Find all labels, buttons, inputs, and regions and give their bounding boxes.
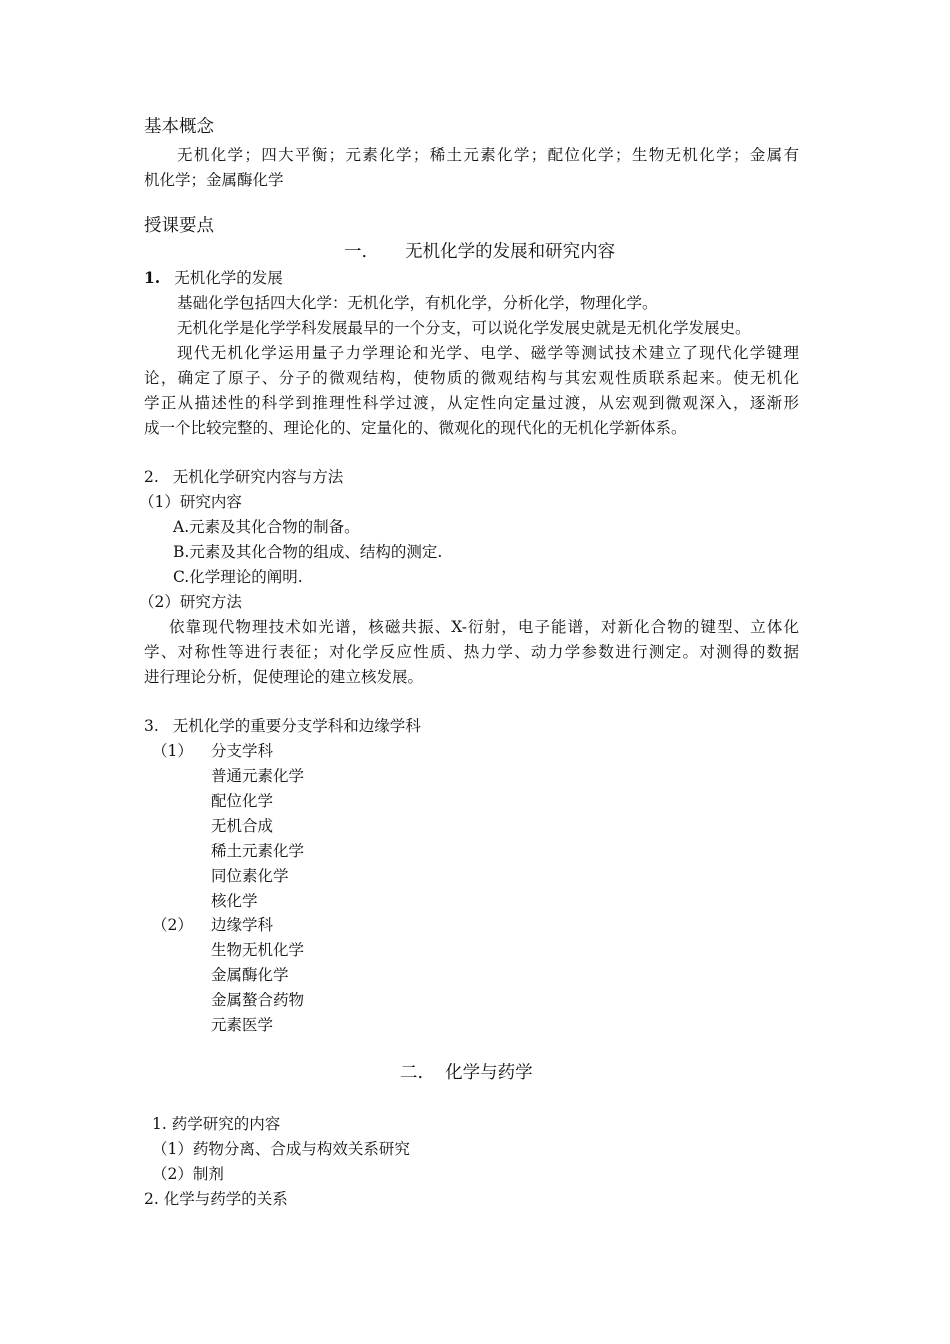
branch-list-item: 核化学 — [211, 892, 258, 910]
item-3-title: 无机化学的重要分支学科和边缘学科 — [172, 717, 421, 735]
item-1-paragraph-3-line-2: 论，确定了原子、分子的微观结构，使物质的微观结构与其宏观性质联系起来。使无机化 — [144, 369, 799, 387]
item-1-paragraph-3-line-4: 成一个比较完整的、理论化的、定量化的、微观化的现代化的无机化学新体系。 — [144, 419, 687, 437]
item-2-sub-1-label: （1）研究内容 — [139, 493, 242, 511]
section-2-number: 二. — [400, 1063, 424, 1083]
section-2-item-1-sub-1: （1）药物分离、合成与构效关系研究 — [152, 1140, 410, 1158]
item-1-paragraph-3-line-3: 学正从描述性的科学到推理性科学过渡，从定性向定量过渡，从宏观到微观深入，逐渐形 — [144, 394, 799, 412]
section-1-title: 无机化学的发展和研究内容 — [405, 242, 616, 262]
item-2-sub-2-line-3: 进行理论分析，促使理论的建立核发展。 — [144, 668, 424, 686]
item-2-sub-1-c: C.化学理论的阐明. — [173, 568, 303, 586]
section-2-title: 化学与药学 — [445, 1063, 533, 1083]
section-2-item-1: 1. 药学研究的内容 — [152, 1115, 281, 1133]
branch-label: 分支学科 — [211, 742, 274, 760]
edge-list-item: 金属螯合药物 — [211, 991, 305, 1009]
item-2-sub-2-line-1: 依靠现代物理技术如光谱，核磁共振、X-衍射，电子能谱，对新化合物的键型、立体化 — [169, 618, 799, 636]
section-2-item-1-sub-2: （2）制剂 — [152, 1165, 224, 1183]
item-2-sub-1-a: A.元素及其化合物的制备。 — [173, 518, 360, 536]
item-2-title: 无机化学研究内容与方法 — [172, 468, 344, 486]
branch-number: （1） — [152, 742, 193, 760]
item-2-number: 2. — [144, 468, 159, 486]
edge-list-item: 生物无机化学 — [211, 941, 305, 959]
item-2-sub-1-b: B.元素及其化合物的组成、结构的测定. — [173, 543, 443, 561]
item-3-number: 3. — [144, 717, 159, 735]
edge-number: （2） — [152, 916, 193, 934]
item-1-heading — [144, 268, 283, 288]
branch-list-item: 无机合成 — [211, 817, 274, 835]
item-2-sub-2-label: （2）研究方法 — [139, 593, 242, 611]
item-1-paragraph-2: 无机化学是化学学科发展最早的一个分支，可以说化学发展史就是无机化学发展史。 — [177, 319, 751, 337]
item-2-heading — [144, 467, 343, 487]
section-2-item-2: 2. 化学与药学的关系 — [144, 1190, 288, 1208]
branch-list-item: 普通元素化学 — [211, 767, 305, 785]
teaching-points-heading: 授课要点 — [144, 216, 214, 236]
item-1-paragraph-1: 基础化学包括四大化学：无机化学，有机化学，分析化学，物理化学。 — [177, 294, 658, 312]
section-1-number: 一. — [344, 242, 368, 262]
item-2-sub-2-line-2: 学、对称性等进行表征；对化学反应性质、热力学、动力学参数进行测定。对测得的数据 — [144, 643, 799, 661]
item-1-number: 1. — [144, 268, 161, 287]
item-1-title: 无机化学的发展 — [174, 269, 283, 287]
basic-concepts-line-1: 无机化学；四大平衡；元素化学；稀土元素化学；配位化学；生物无机化学；金属有 — [177, 146, 799, 164]
item-3-heading — [144, 716, 421, 736]
branch-list-item: 配位化学 — [211, 792, 274, 810]
edge-label: 边缘学科 — [211, 916, 274, 934]
basic-concepts-line-2: 机化学；金属酶化学 — [144, 171, 284, 189]
basic-concepts-heading: 基本概念 — [144, 117, 214, 137]
edge-list-item: 金属酶化学 — [211, 966, 289, 984]
section-1-heading — [344, 242, 615, 262]
branch-list-item: 稀土元素化学 — [211, 842, 305, 860]
branch-list-item: 同位素化学 — [211, 867, 289, 885]
edge-list-item: 元素医学 — [211, 1016, 274, 1034]
section-2-heading — [400, 1063, 533, 1083]
item-1-paragraph-3-line-1: 现代无机化学运用量子力学理论和光学、电学、磁学等测试技术建立了现代化学键理 — [177, 344, 799, 362]
